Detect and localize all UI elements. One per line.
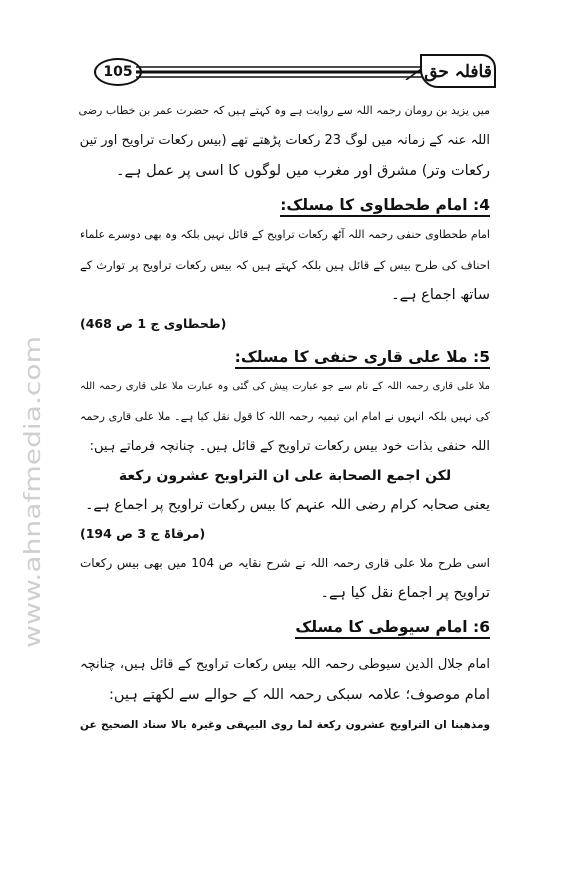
text-line: امام جلال الدین سیوطی رحمہ اللہ بیس رکعات تراویح کے قائل ہیں، چنانچہ (80, 657, 490, 672)
arabic-quote: ومذھبنا ان التراویح عشرون رکعة لما روی البیہقی وغیرہ بالا سناد الصحیح عن (80, 719, 490, 731)
heading-text: 4: امام طحطاوی کا مسلک: (280, 196, 490, 217)
section-heading-6 (80, 612, 490, 642)
page-content (80, 96, 490, 740)
watermark-text: www.ahnafmedia.com (21, 403, 46, 648)
text-line: اللہ عنہ کے زمانہ میں لوگ 23 رکعات پڑھتے تھے (بیس رکعات تراویح اور تین (79, 133, 490, 148)
watermark (12, 330, 52, 650)
text-line: امام طحطاوی حنفی رحمہ اللہ آٹھ رکعات تراویح کے قائل نہیں بلکہ وہ بھی دوسرے علماء (80, 228, 490, 241)
text-line: تراویح پر اجماع نقل کیا ہے۔ (320, 585, 490, 601)
text-line: کی نہیں بلکہ انہوں نے امام ابن تیمیہ رحمہ اللہ کا قول نقل کیا ہے۔ ملا علی قاری رحمہ (80, 410, 490, 423)
header-rule (136, 64, 428, 80)
header-logo: قافلہ حق (420, 54, 496, 88)
page-header (92, 54, 496, 86)
section-heading-4 (80, 190, 490, 220)
text-line: اللہ حنفی بذات خود بیس رکعات تراویح کے قائل ہیں۔ چنانچہ فرماتے ہیں: (89, 439, 490, 454)
heading-text: 6: امام سیوطی کا مسلک (295, 618, 490, 639)
text-line: احناف کی طرح بیس کے قائل ہیں بلکہ کہتے ہیں کہ بیس رکعات تراویح پر توارث کے (80, 258, 490, 272)
reference-citation: (طحطاوی ج 1 ص 468) (80, 316, 227, 331)
page-number: 105 (94, 58, 142, 86)
text-line: ساتھ اجماع ہے۔ (391, 287, 490, 303)
heading-text: 5: ملا علی قاری حنفی کا مسلک: (235, 348, 490, 369)
arabic-quote: لکن اجمع الصحابة علی ان التراویح عشرون رکعة (118, 468, 452, 484)
text-line: ملا علی قاری رحمہ اللہ کے نام سے جو عبارت پیش کی گئی وہ عبارت ملا علی قاری رحمہ اللہ (80, 381, 490, 392)
text-line: اسی طرح ملا علی قاری رحمہ اللہ نے شرح نقایہ ص 104 میں بھی بیس رکعات (80, 556, 490, 570)
reference-citation: (مرقاۃ ج 3 ص 194) (80, 526, 206, 541)
section-heading-5 (80, 342, 490, 372)
text-line: رکعات وتر) مشرق اور مغرب میں لوگوں کا اسی پر عمل ہے۔ (115, 163, 490, 179)
text-line: یعنی صحابہ کرام رضی اللہ عنہم کا بیس رکعات تراویح پر اجماع ہے۔ (85, 497, 490, 513)
text-line: میں یزید بن رومان رحمہ اللہ سے روایت ہے وہ کہتے ہیں کہ حضرت عمر بن خطاب رضی (78, 104, 490, 117)
text-line: امام موصوف؛ علامہ سبکی رحمہ اللہ کے حوالے سے لکھتے ہیں: (109, 687, 490, 703)
